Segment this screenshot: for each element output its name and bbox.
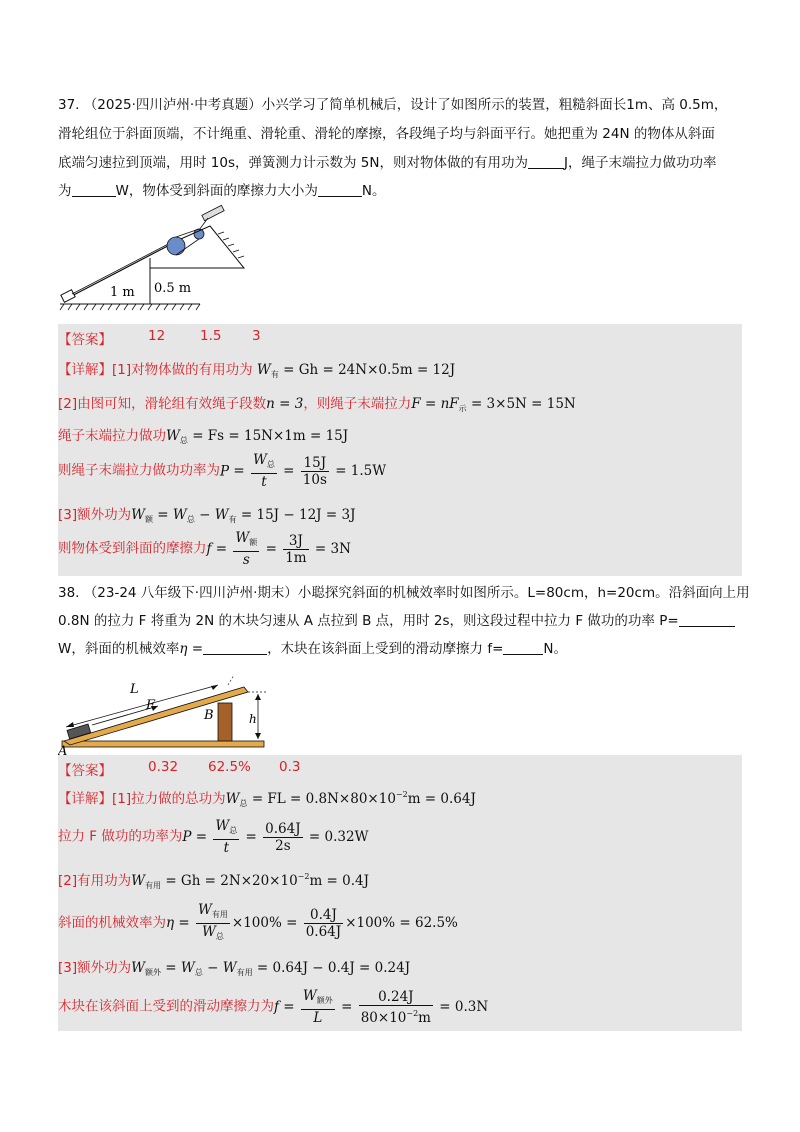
step-text: ，则绳子末端拉力: [303, 396, 412, 412]
step-equation: ×100% = 62.5%: [345, 915, 458, 931]
step-text: [2]有用功为: [58, 873, 132, 889]
answer-value: 12: [148, 328, 166, 344]
step-equation: = 15J − 12J = 3J: [240, 507, 356, 523]
question-38: 38. （23-24 八年级下·四川泸州·期末）小聪探究斜面的机械效率时如图所示。L=80cm，h=20cm。沿斜面向上用 0.8N 的拉力 F 将重为 2N 的木块匀速从 A 点拉到 B 点，用时 2s，则这段过程中拉力 F 做功的功率 P= W，斜面的机械效率η = ，木块在该斜面上受到的滑动摩擦力 f= N。: [58, 585, 750, 657]
step-text: 拉力 F 做功的功率为: [58, 828, 183, 845]
question-number: 37.: [58, 97, 80, 113]
incline-height-label: 0.5 m: [154, 281, 192, 296]
step-equation: = 0.64J − 0.4J = 0.24J: [256, 960, 411, 976]
answer-value: 0.3: [279, 759, 301, 775]
step-equation: n = 3: [266, 396, 304, 412]
step-text: [1]拉力做的总功为: [112, 791, 226, 807]
question-text: 小兴学习了简单机械后，设计了如图所示的装置，粗糙斜面长1m、高 0.5m，: [261, 97, 728, 113]
question-text: 小聪探究斜面的机械效率时如图所示。L=80cm，h=20cm。沿斜面向上用: [297, 585, 750, 601]
question-source: （2025·四川泸州·中考真题）: [83, 97, 262, 113]
fraction-denominator: 0.64J: [305, 924, 342, 940]
detail-tag: 【详解】: [58, 791, 112, 807]
solution-step: 绳子末端拉力做功$W_总 = Fs = 15N\times 1m = 15J$: [58, 428, 349, 445]
step-equation: = Gh = 24N×0.5m = 12J: [283, 362, 456, 378]
question-text: W，斜面的机械效率: [58, 641, 180, 657]
step-equation: = 1.5W: [335, 462, 387, 479]
force-label: F: [146, 698, 156, 713]
point-b-label: B: [204, 708, 214, 723]
fraction-denominator: 1m: [285, 549, 307, 566]
answer-tag: 【答案】: [58, 332, 112, 348]
step-text: [3]额外功为: [58, 507, 132, 523]
solution-step: 斜面的机械效率为η = $\frac{W_{有用}}{W_总}$ ×100% = $\frac{0.4J}{0.64J}$ ×100% = 62.5%: [58, 902, 458, 941]
incline-length-label: 1 m: [110, 285, 135, 300]
step-text: 则绳子末端拉力做功功率为: [58, 462, 220, 479]
step-equation: = Gh = 2N×20×10: [165, 873, 298, 889]
step-text: 则物体受到斜面的摩擦力: [58, 540, 207, 557]
question-37: [58, 94, 748, 199]
solution-step: [3]额外功为$W_{额外} = W_总 - W_{有用} = 0.64J - 0.4J = 0.24J$: [58, 960, 411, 977]
answer-blank: [318, 182, 362, 197]
height-label: h: [249, 712, 257, 726]
question-text: N。: [543, 641, 568, 657]
step-equation: = 3N: [314, 540, 351, 557]
fraction-numerator: 0.4J: [304, 907, 343, 924]
step-equation: m = 0.64J: [407, 791, 476, 807]
solution-step: 【详解】[1]对物体做的有用功为 $W_有 = Gh = 24N\times 0.5m = 12J$: [58, 362, 456, 379]
answer-blank: [503, 640, 543, 655]
step-equation: m = 0.4J: [309, 873, 370, 889]
step-equation: = 0.3N: [439, 998, 489, 1015]
answer-tag: 【答案】: [58, 763, 112, 779]
solution-step: 木块在该斜面上受到的滑动摩擦力为f = $\frac{W_{额外}}{L}$ = $\frac{0.24J}{80\times 10^{-2}m}$ = 0.3N: [58, 988, 489, 1026]
question-text: J，绳子末端拉力做功功率: [563, 155, 717, 171]
solution-step: 则绳子末端拉力做功功率为P = $\frac{W_总}{t}$ = $\frac{15J}{10s}$ = 1.5W: [58, 452, 387, 490]
step-text: [1]对物体做的有用功为: [112, 362, 253, 378]
answer-value: 1.5: [200, 328, 222, 344]
fraction-numerator: 0.24J: [359, 989, 433, 1006]
solution-step: [2]由图可知，滑轮组有效绳子段数n = 3，则绳子末端拉力$F = nF_示 = 3\times 5N = 15N$: [58, 396, 576, 413]
question-text: 0.8N 的拉力 F 将重为 2N 的木块匀速从 A 点拉到 B 点，用时 2s，则这段过程中拉力 F 做功的功率 P=: [58, 613, 679, 629]
step-text: [3]额外功为: [58, 960, 132, 976]
question-text: N。: [361, 183, 386, 199]
question-text: W，物体受到斜面的摩擦力大小为: [115, 183, 318, 199]
step-equation: = FL = 0.8N×80×10: [251, 791, 396, 807]
solution-step: 拉力 F 做功的功率为P = $\frac{W_总}{t}$ = $\frac{0.64J}{2s}$ = 0.32W: [58, 818, 369, 856]
solution-step: 【详解】[1]拉力做的总功为$W_总$ = FL = $0.8N\times 80\times 10^{-2}m = 0.64J$: [58, 790, 476, 808]
spring-scale-icon: [202, 205, 224, 220]
answer-blank: [528, 154, 564, 169]
step-equation: = 3×5N = 15N: [470, 396, 576, 412]
solution-step: [2]有用功为$W_{有用} = Gh = 2N\times 20\times 10^{-2}m = 0.4J$: [58, 872, 370, 890]
question-text: 底端匀速拉到顶端，用时 10s，弹簧测力计示数为 5N，则对物体做的有用功为: [58, 155, 528, 171]
fraction-denominator: 10s: [302, 471, 327, 488]
fraction-numerator: 15J: [301, 455, 329, 472]
question-text: 为: [58, 183, 72, 199]
answer-blank: [679, 612, 735, 627]
length-label: L: [130, 682, 139, 697]
answer-value: 0.32: [148, 759, 179, 775]
fraction-denominator: 80×10: [360, 1009, 407, 1026]
incline-block-figure: [58, 675, 272, 755]
question-source: （23-24 八年级下·四川泸州·期末）: [83, 585, 298, 601]
point-a-label: A: [58, 744, 68, 755]
step-text: [2]由图可知，滑轮组有效绳子段数: [58, 396, 267, 412]
answer-blank: [203, 640, 267, 655]
step-text: 木块在该斜面上受到的滑动摩擦力为: [58, 998, 274, 1015]
step-text: 斜面的机械效率为: [58, 915, 166, 931]
fraction-numerator: 3J: [283, 533, 308, 550]
fraction-numerator: 0.64J: [265, 820, 301, 837]
answer-value: 3: [252, 328, 261, 344]
answer-blank: [72, 182, 116, 197]
incline-pulley-figure: [58, 196, 258, 318]
step-text: 绳子末端拉力做功: [58, 428, 166, 444]
step-equation: 0.32W: [324, 828, 369, 845]
fraction-denominator: 2s: [275, 837, 291, 854]
question-number: 38.: [58, 585, 80, 601]
detail-tag: 【详解】: [58, 362, 112, 378]
answer-value: 62.5%: [208, 759, 251, 775]
step-equation: = Fs = 15N×1m = 15J: [192, 428, 349, 444]
pulley-icon: [167, 237, 185, 255]
solution-step: 则物体受到斜面的摩擦力f = $\frac{W_额}{s}$ = $\frac{3J}{1m}$ = 3N: [58, 530, 351, 568]
question-text: 滑轮组位于斜面顶端，不计绳重、滑轮重、滑轮的摩擦，各段绳子均与斜面平行。她把重为 24N 的物体从斜面: [58, 126, 715, 142]
solution-step: [3]额外功为$W_额 = W_总 - W_有 = 15J - 12J = 3J$: [58, 507, 356, 524]
question-text: ，木块在该斜面上受到的滑动摩擦力 f=: [267, 641, 504, 657]
